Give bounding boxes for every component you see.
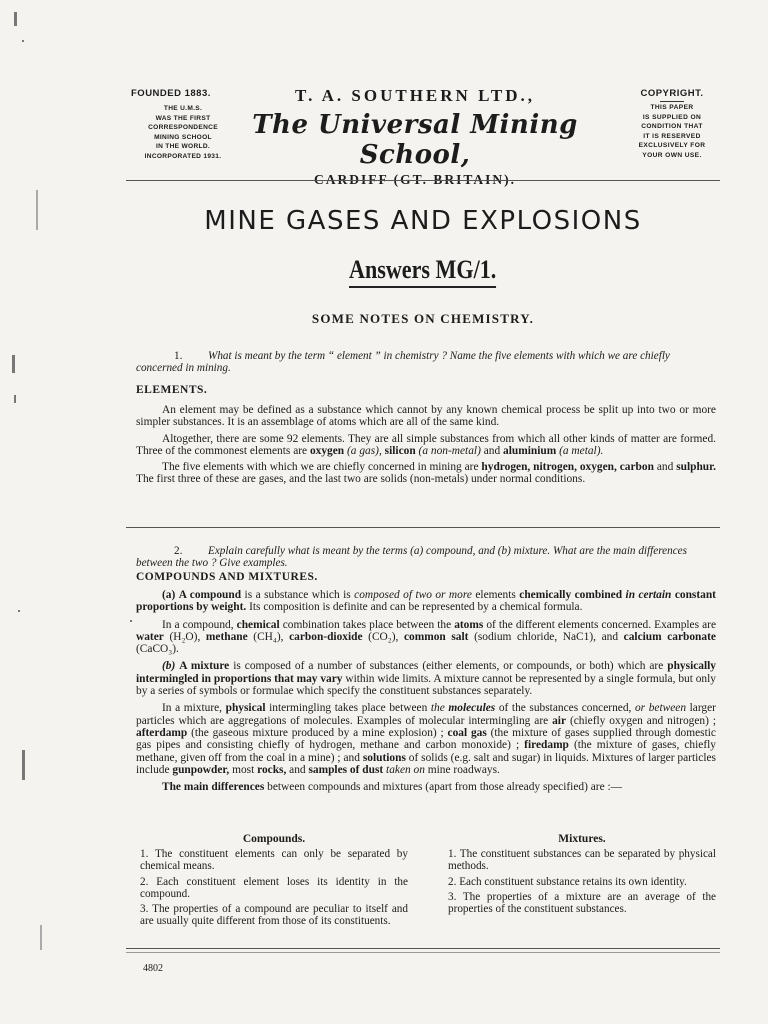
column-heading: Mixtures. (558, 833, 606, 845)
answers-text: Answers MG/1. (349, 255, 496, 288)
bold-term: A compound (178, 589, 242, 601)
footer-divider (126, 948, 720, 949)
list-item: 3. The properties of a mixture are an average of the properties of the constituent substances. (448, 890, 716, 916)
copyright-rule (660, 101, 684, 102)
city-text: CARDIFF (GT. BRITAIN). (314, 172, 516, 187)
section-divider (126, 527, 720, 528)
paragraph: In a mixture, physical intermingling takes place between the molecules of the substances concerned, or between larger particles which are aggregations of molecules. Examples of molecular intermingling are air (chiefly oxygen and nitrogen) ; afterdamp (the gaseous mixture produced by a mine explosion) ; coal gas (the mixture of gases supplied through domestic gas pipes and consisting chiefly of hydrogen, methane and carbon monoxide) ; firedamp (the mixture of gases, chiefly methane, given off from the coal in a mine) ; and solutions of solids (e.g. salt and sugar) in liquids. Mixtures of larger particles include gunpowder, most rocks, and samples of dust taken on mine roadways. (136, 702, 716, 776)
footer-code: 4802 (143, 963, 163, 974)
bold-term: constant proportions by weight. (136, 589, 716, 614)
bold-term: aluminium (503, 444, 557, 457)
question-text: What is meant by the term “ element ” in chemistry ? Name the five elements with which we are chiefly concerned in mining. (136, 350, 670, 375)
bold-term: sulphur. (676, 461, 716, 474)
paragraph: (b) A mixture is composed of a number of substances (either elements, or compounds, or both) which are physically intermingled in proportions that may vary within wide limits. A mixture cannot be represented by a single formula, but only by a series of symbols or formulae which specify the constituent substances separately. (136, 660, 717, 698)
paragraph: The main differences between compounds and mixtures (apart from those already specified) are :— (162, 781, 623, 794)
list-item: 2. Each constituent element loses its identity in the compound. (140, 875, 408, 900)
compounds-column (140, 833, 408, 930)
first-school-line: CORRESPONDENCE (148, 124, 218, 132)
footer-divider (126, 952, 720, 953)
copyright-line: IS SUPPLIED ON (642, 113, 702, 121)
copyright-line: IT IS RESERVED (643, 132, 701, 140)
paragraph: In a compound, chemical combination takes place between the atoms of the different elements concerned. Examples are water (H₂O), methane (CH₄), carbon-dioxide (CO₂), common salt (sodium chloride, NaC1), and calcium carbonate (CaCO₃). (136, 618, 716, 656)
copyright-line: THIS PAPER (650, 104, 694, 111)
section-title: SOME NOTES ON CHEMISTRY. (311, 311, 535, 326)
copyright-text: COPYRIGHT. (640, 88, 704, 99)
bold-term: oxygen (309, 444, 345, 457)
header-divider (126, 180, 720, 181)
list-item: 1. The constituent substances can be separated by physical methods. (448, 848, 716, 873)
bold-term: silicon (384, 444, 416, 457)
mixtures-column (448, 833, 716, 918)
list-item: 2. Each constituent substance retains its own identity. (448, 875, 687, 888)
header-center-block (245, 86, 585, 188)
question-number: 2. (174, 545, 183, 557)
bold-term: hydrogen, nitrogen, oxygen, carbon (481, 461, 654, 474)
founded-text: FOUNDED 1883. (131, 88, 211, 99)
question-1 (136, 350, 716, 374)
first-school-line: MINING SCHOOL (154, 133, 212, 141)
question-2 (136, 545, 716, 569)
list-item: 3. The properties of a compound are peculiar to itself and are usually quite different from those of its constituents. (140, 903, 408, 928)
column-heading: Compounds. (242, 833, 306, 845)
compounds-heading: COMPOUNDS AND MIXTURES. (136, 571, 318, 583)
list-item: 1. The constituent elements can only be separated by chemical means. (140, 848, 408, 873)
document-title: MINE GASES AND EXPLOSIONS (204, 206, 642, 236)
answers-heading (126, 255, 720, 288)
copyright-line: EXCLUSIVELY FOR (638, 142, 706, 150)
header-right-block (626, 88, 718, 161)
first-school-line: IN THE WORLD. (155, 143, 211, 151)
paragraph: An element may be defined as a substance which cannot by any known chemical process be split up into two or more simpler substances. It is an assemblage of atoms which are all of the same kind. (136, 404, 716, 429)
question-number: 1. (174, 350, 183, 362)
first-school-line: THE U.M.S. (163, 105, 203, 112)
copyright-line: YOUR OWN USE. (642, 151, 702, 159)
first-school-line: WAS THE FIRST (155, 114, 211, 122)
paragraph: The five elements with which we are chiefly concerned in mining are hydrogen, nitrogen, oxygen, carbon and sulphur. The first three of these are gases, and the last two are solids (non-metals) under normal conditions. (136, 461, 716, 486)
elements-section (136, 404, 716, 486)
header-left-block (128, 88, 238, 160)
compounds-section (136, 589, 716, 793)
paragraph: Altogether, there are some 92 elements. They are all simple substances from which all other kinds of matter are formed. Three of the commonest elements are oxygen (a gas), silicon (a non-metal) and aluminium (a metal). (136, 432, 716, 457)
bold-term: chemically combined (519, 589, 623, 601)
school-name: The Universal Mining School, (252, 110, 578, 170)
company-name: T. A. SOUTHERN LTD., (295, 86, 535, 105)
copyright-line: CONDITION THAT (641, 123, 703, 131)
paragraph: (a) A compound is a substance which is composed of two or more elements chemically combined in certain constant proportions by weight. Its composition is definite and can be represented by a chemical formula. (136, 589, 716, 614)
elements-heading: ELEMENTS. (136, 384, 208, 396)
question-text: Explain carefully what is meant by the terms (a) compound, and (b) mixture. What are the main differences between the two ? Give examples. (136, 545, 687, 570)
incorporated-text: INCORPORATED 1931. (144, 152, 222, 160)
